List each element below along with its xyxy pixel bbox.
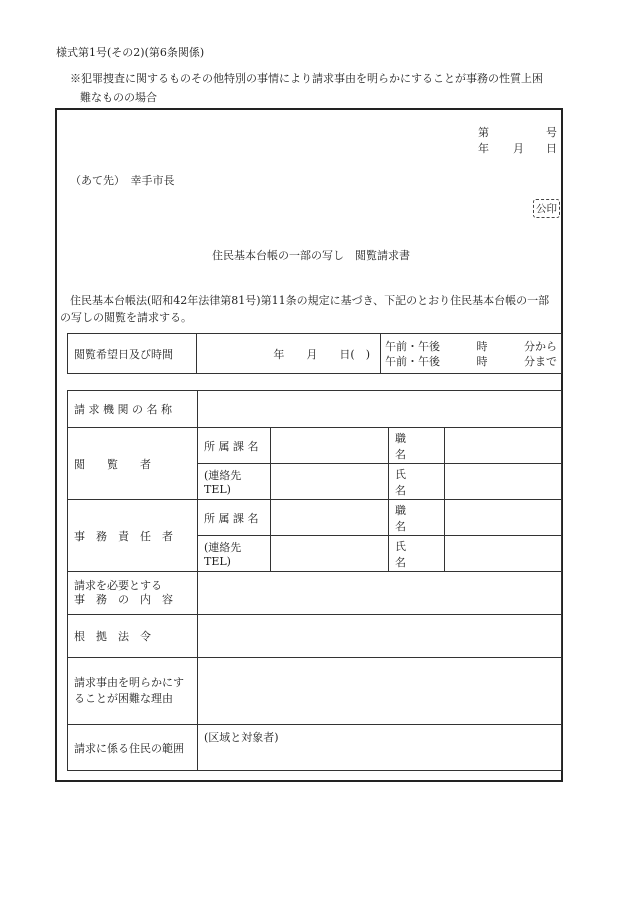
- note-line-1: ※犯罪捜査に関するものその他特別の事情により請求事由を明らかにすることが事務の性質上困: [70, 72, 543, 85]
- scope-field[interactable]: [198, 725, 562, 771]
- viewer-label: 閲 覧 者: [68, 428, 198, 500]
- reason-label-line-1: 請求事由を明らかにす: [74, 676, 184, 689]
- date-month: 月: [513, 142, 524, 155]
- viewer-dept-label: 所 属 課 名: [198, 428, 271, 464]
- law-field[interactable]: [198, 615, 562, 658]
- reason-label: [68, 658, 198, 725]
- viewer-name-label: 氏 名: [389, 464, 445, 500]
- org-name-field[interactable]: [198, 391, 562, 428]
- date-day: 日: [546, 142, 557, 155]
- viewer-position-field[interactable]: [445, 428, 562, 464]
- manager-label: 事 務 責 任 者: [68, 500, 198, 572]
- schedule-date-field[interactable]: [197, 334, 381, 374]
- time-from-min: 分から: [524, 339, 557, 353]
- time-to-ampm: 午前・午後: [385, 354, 440, 368]
- schedule-time-field[interactable]: [381, 334, 562, 374]
- request-table: [67, 390, 562, 771]
- manager-dept-field[interactable]: [271, 500, 389, 536]
- manager-name-label: 氏 名: [389, 536, 445, 572]
- purpose-label-line-1: 請求を必要とする: [74, 579, 162, 592]
- time-to-hour: 時: [476, 354, 488, 368]
- addressee: （あて先） 幸手市長: [70, 174, 175, 187]
- viewer-name-field[interactable]: [445, 464, 562, 500]
- intro-line-2: の写しの閲覧を請求する。: [60, 311, 192, 324]
- purpose-label: [68, 572, 198, 615]
- viewer-dept-field[interactable]: [271, 428, 389, 464]
- viewer-position-label: 職 名: [389, 428, 445, 464]
- number-suffix: 号: [546, 126, 557, 139]
- reason-label-line-2: ることが困難な理由: [74, 692, 173, 705]
- manager-name-field[interactable]: [445, 536, 562, 572]
- manager-dept-label: 所 属 課 名: [198, 500, 271, 536]
- date-year: 年: [478, 142, 489, 155]
- intro-line-1: 住民基本台帳法(昭和42年法律第81号)第11条の規定に基づき、下記のとおり住民基本台帳の一部: [70, 294, 550, 307]
- time-from-ampm: 午前・午後: [385, 339, 440, 353]
- form-number: 様式第1号(その2)(第6条関係): [56, 46, 205, 59]
- purpose-label-line-2: 事 務 の 内 容: [74, 593, 173, 606]
- scope-note: (区域と対象者): [204, 731, 279, 744]
- law-label: 根 拠 法 令: [68, 615, 198, 658]
- purpose-field[interactable]: [198, 572, 562, 615]
- manager-position-field[interactable]: [445, 500, 562, 536]
- scope-label: 請求に係る住民の範囲: [68, 725, 198, 771]
- manager-contact-label: (連絡先TEL): [198, 536, 271, 572]
- official-seal-stamp: 公印: [533, 199, 560, 218]
- reason-field[interactable]: [198, 658, 562, 725]
- time-to-min: 分まで: [524, 354, 557, 368]
- note-line-2: 難なものの場合: [80, 91, 157, 104]
- manager-contact-field[interactable]: [271, 536, 389, 572]
- schedule-label: 閲覧希望日及び時間: [68, 334, 197, 374]
- viewer-contact-label: (連絡先TEL): [198, 464, 271, 500]
- number-prefix: 第: [478, 126, 489, 139]
- schedule-table: [67, 333, 562, 374]
- document-title: 住民基本台帳の一部の写し 閲覧請求書: [212, 249, 410, 262]
- viewer-contact-field[interactable]: [271, 464, 389, 500]
- time-from-hour: 時: [476, 339, 488, 353]
- schedule-date: 年 月 日( ): [273, 347, 370, 361]
- manager-position-label: 職 名: [389, 500, 445, 536]
- org-name-label: 請 求 機 関 の 名 称: [68, 391, 198, 428]
